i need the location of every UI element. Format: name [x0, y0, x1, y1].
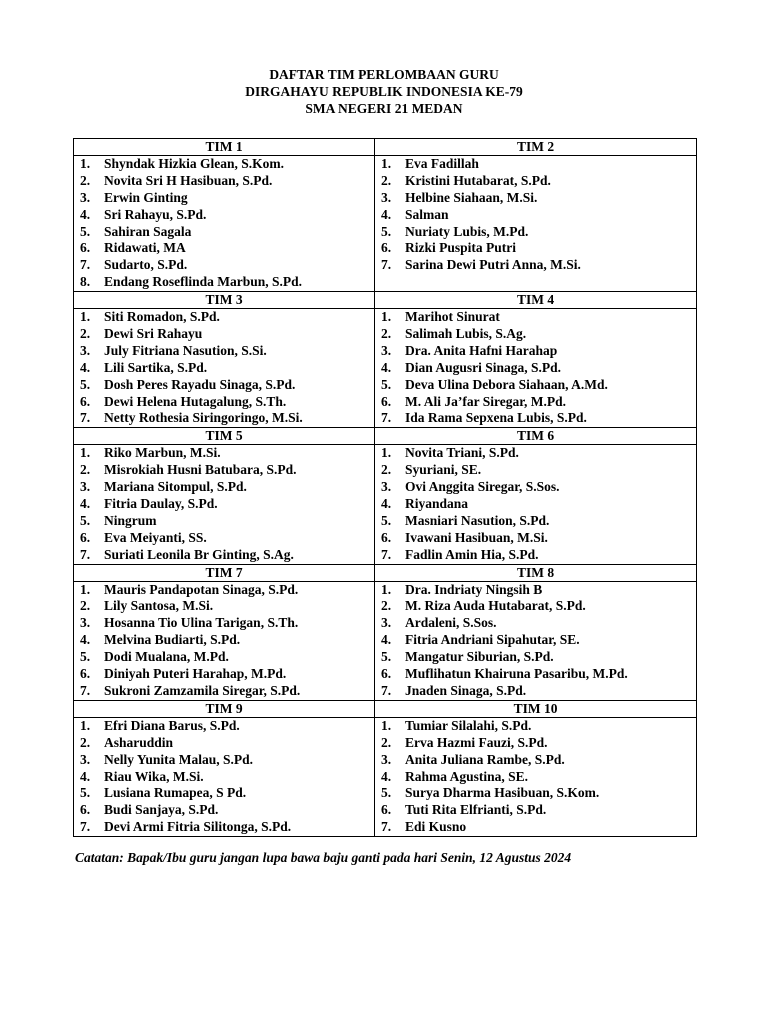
member-number: 4.	[80, 768, 91, 784]
member-name: Riau Wika, M.Si.	[104, 768, 204, 784]
member-number: 7.	[381, 410, 392, 426]
team-member	[375, 752, 696, 769]
member-number: 6.	[80, 666, 91, 682]
member-name: Ovi Anggita Siregar, S.Sos.	[405, 479, 560, 495]
member-name: Rizki Puspita Putri	[405, 240, 517, 256]
member-name: Tuti Rita Elfrianti, S.Pd.	[405, 802, 547, 818]
team-member	[74, 802, 374, 819]
team-member	[74, 240, 374, 257]
member-number: 6.	[381, 240, 392, 256]
member-number: 7.	[80, 546, 91, 562]
school-name: SMA NEGERI 21 MEDAN	[305, 101, 463, 116]
team-members-row	[74, 156, 697, 292]
team-member	[74, 224, 374, 241]
member-number: 7.	[381, 546, 392, 562]
member-name: Siti Romadon, S.Pd.	[104, 309, 220, 325]
team-member	[375, 683, 696, 700]
member-number: 2.	[381, 326, 392, 342]
team-members-row	[74, 309, 697, 428]
member-number: 4.	[80, 496, 91, 512]
team-member	[74, 530, 374, 547]
team-member	[375, 802, 696, 819]
member-number: 5.	[381, 649, 392, 665]
member-name: Dra. Anita Hafni Harahap	[405, 342, 558, 358]
member-name: Marihot Sinurat	[405, 309, 500, 325]
team-member	[375, 582, 696, 599]
member-number: 1.	[381, 717, 392, 733]
member-name: Kristini Hutabarat, S.Pd.	[405, 172, 551, 188]
member-number: 6.	[80, 802, 91, 818]
member-number: 1.	[80, 581, 91, 597]
team-member-list	[375, 445, 697, 564]
team-member	[74, 819, 374, 836]
team-member-list	[74, 445, 375, 564]
member-name: Salman	[405, 206, 449, 222]
member-number: 6.	[381, 393, 392, 409]
member-name: Suriati Leonila Br Ginting, S.Ag.	[104, 546, 294, 562]
document-title: DAFTAR TIM PERLOMBAAN GURU	[269, 67, 499, 82]
member-name: Dra. Indriaty Ningsih B	[405, 581, 543, 597]
team-member	[74, 582, 374, 599]
member-name: Devi Armi Fitria Silitonga, S.Pd.	[104, 819, 292, 835]
member-name: Fadlin Amin Hia, S.Pd.	[405, 546, 539, 562]
member-name: Erwin Ginting	[104, 189, 188, 205]
team-member	[375, 207, 696, 224]
member-name: Masniari Nasution, S.Pd.	[405, 512, 550, 528]
team-member	[74, 666, 374, 683]
member-name: Erva Hazmi Fauzi, S.Pd.	[405, 734, 548, 750]
member-number: 5.	[80, 223, 91, 239]
team-member	[74, 394, 374, 411]
member-number: 1.	[381, 581, 392, 597]
member-number: 4.	[80, 632, 91, 648]
member-number: 2.	[381, 462, 392, 478]
member-name: July Fitriana Nasution, S.Si.	[104, 342, 267, 358]
member-name: Sahiran Sagala	[104, 223, 192, 239]
team-member	[74, 615, 374, 632]
team-member	[375, 479, 696, 496]
team-member	[74, 156, 374, 173]
team-member	[74, 410, 374, 427]
member-name: Dian Augusri Sinaga, S.Pd.	[405, 359, 562, 375]
member-number: 5.	[381, 376, 392, 392]
member-name: Ardaleni, S.Sos.	[405, 615, 497, 631]
team-member	[375, 394, 696, 411]
team-member	[375, 326, 696, 343]
member-number: 3.	[381, 751, 392, 767]
team-member	[375, 666, 696, 683]
member-number: 7.	[80, 257, 91, 273]
member-number: 7.	[381, 819, 392, 835]
team-member	[74, 377, 374, 394]
team-member	[375, 190, 696, 207]
team-member	[375, 598, 696, 615]
member-name: Tumiar Silalahi, S.Pd.	[405, 717, 532, 733]
member-name: Misrokiah Husni Batubara, S.Pd.	[104, 462, 297, 478]
member-number: 2.	[80, 734, 91, 750]
team-title: TIM 8	[375, 564, 697, 581]
team-title: TIM 6	[375, 428, 697, 445]
team-member	[375, 769, 696, 786]
team-title: TIM 7	[74, 564, 375, 581]
team-member	[375, 819, 696, 836]
member-number: 3.	[381, 189, 392, 205]
team-member	[375, 156, 696, 173]
team-member	[375, 615, 696, 632]
member-name: Edi Kusno	[405, 819, 467, 835]
team-member	[375, 547, 696, 564]
member-number: 7.	[80, 410, 91, 426]
team-member	[375, 257, 696, 274]
team-member	[375, 530, 696, 547]
member-name: Syuriani, SE.	[405, 462, 482, 478]
team-member	[375, 173, 696, 190]
team-member	[375, 718, 696, 735]
team-member	[74, 547, 374, 564]
member-number: 5.	[381, 785, 392, 801]
note-text: Catatan: Bapak/Ibu guru jangan lupa bawa baju ganti pada hari Senin, 12 Agustus 2024	[75, 850, 572, 865]
member-number: 4.	[80, 359, 91, 375]
team-member	[74, 326, 374, 343]
member-name: Shyndak Hizkia Glean, S.Kom.	[104, 156, 285, 171]
member-name: Sri Rahayu, S.Pd.	[104, 206, 207, 222]
member-name: Ridawati, MA	[104, 240, 186, 256]
member-number: 4.	[381, 496, 392, 512]
team-member	[74, 309, 374, 326]
member-name: Lili Sartika, S.Pd.	[104, 359, 208, 375]
member-name: Ida Rama Sepxena Lubis, S.Pd.	[405, 410, 587, 426]
team-title-row	[74, 700, 697, 717]
member-name: Jnaden Sinaga, S.Pd.	[405, 682, 527, 698]
member-name: Riko Marbun, M.Si.	[104, 445, 221, 461]
team-member	[74, 257, 374, 274]
teams-table-body	[74, 139, 697, 837]
member-name: Diniyah Puteri Harahap, M.Pd.	[104, 666, 287, 682]
member-name: Melvina Budiarti, S.Pd.	[104, 632, 241, 648]
team-member	[375, 377, 696, 394]
member-name: Lily Santosa, M.Si.	[104, 598, 214, 614]
team-member	[375, 224, 696, 241]
member-number: 3.	[80, 189, 91, 205]
member-number: 2.	[80, 598, 91, 614]
member-number: 3.	[80, 751, 91, 767]
team-members-row	[74, 581, 697, 700]
team-member	[74, 360, 374, 377]
member-number: 6.	[80, 240, 91, 256]
member-name: Anita Juliana Rambe, S.Pd.	[405, 751, 565, 767]
member-number: 1.	[80, 156, 91, 171]
member-number: 3.	[80, 479, 91, 495]
team-members-row	[74, 445, 697, 564]
member-name: Asharuddin	[104, 734, 174, 750]
member-number: 6.	[80, 529, 91, 545]
member-number: 4.	[381, 632, 392, 648]
team-member-list	[375, 717, 697, 836]
member-number: 7.	[381, 257, 392, 273]
member-number: 2.	[80, 172, 91, 188]
member-name: Endang Roseflinda Marbun, S.Pd.	[104, 274, 303, 290]
team-member	[74, 513, 374, 530]
team-member	[375, 513, 696, 530]
document-header	[0, 66, 768, 117]
member-number: 7.	[381, 682, 392, 698]
member-number: 1.	[80, 445, 91, 461]
team-member	[375, 410, 696, 427]
member-name: Nelly Yunita Malau, S.Pd.	[104, 751, 254, 767]
team-member	[74, 173, 374, 190]
team-title: TIM 1	[74, 139, 375, 156]
member-name: Eva Meiyanti, SS.	[104, 529, 207, 545]
member-name: Dewi Sri Rahayu	[104, 326, 203, 342]
team-member	[375, 785, 696, 802]
member-number: 6.	[381, 529, 392, 545]
member-name: Ningrum	[104, 512, 157, 528]
member-name: Surya Dharma Hasibuan, S.Kom.	[405, 785, 600, 801]
member-number: 2.	[80, 326, 91, 342]
member-name: Dodi Mualana, M.Pd.	[104, 649, 229, 665]
member-name: Eva Fadillah	[405, 156, 479, 171]
team-title-row	[74, 428, 697, 445]
member-number: 1.	[381, 445, 392, 461]
member-name: Helbine Siahaan, M.Si.	[405, 189, 538, 205]
team-member	[74, 683, 374, 700]
team-member	[74, 735, 374, 752]
member-number: 5.	[381, 223, 392, 239]
member-number: 4.	[381, 206, 392, 222]
team-member	[375, 735, 696, 752]
team-title-row	[74, 139, 697, 156]
team-title: TIM 3	[74, 292, 375, 309]
member-name: Novita Triani, S.Pd.	[405, 445, 519, 461]
member-number: 3.	[381, 342, 392, 358]
team-member	[74, 785, 374, 802]
member-name: Mariana Sitompul, S.Pd.	[104, 479, 247, 495]
member-name: Mauris Pandapotan Sinaga, S.Pd.	[104, 581, 299, 597]
team-member	[74, 769, 374, 786]
team-member	[74, 445, 374, 462]
team-member-list	[375, 581, 697, 700]
member-number: 3.	[381, 479, 392, 495]
member-number: 2.	[381, 734, 392, 750]
team-member	[74, 496, 374, 513]
member-number: 6.	[381, 666, 392, 682]
teams-table	[73, 138, 697, 837]
team-member	[375, 649, 696, 666]
team-member	[74, 752, 374, 769]
member-number: 1.	[80, 717, 91, 733]
team-member	[375, 496, 696, 513]
member-number: 1.	[381, 309, 392, 325]
team-member	[375, 240, 696, 257]
team-member	[375, 632, 696, 649]
team-title: TIM 10	[375, 700, 697, 717]
member-number: 8.	[80, 274, 91, 290]
team-member	[375, 343, 696, 360]
member-number: 5.	[80, 512, 91, 528]
member-name: Hosanna Tio Ulina Tarigan, S.Th.	[104, 615, 299, 631]
team-member	[375, 360, 696, 377]
member-number: 4.	[80, 206, 91, 222]
member-number: 5.	[80, 649, 91, 665]
member-number: 5.	[80, 785, 91, 801]
member-name: M. Ali Ja’far Siregar, M.Pd.	[405, 393, 566, 409]
member-number: 5.	[381, 512, 392, 528]
team-member-list	[74, 156, 375, 292]
member-name: Sukroni Zamzamila Siregar, S.Pd.	[104, 682, 301, 698]
member-name: Riyandana	[405, 496, 469, 512]
member-number: 3.	[80, 615, 91, 631]
team-member-list	[375, 309, 697, 428]
member-number: 6.	[381, 802, 392, 818]
team-title-row	[74, 564, 697, 581]
team-member-list	[74, 581, 375, 700]
member-number: 4.	[381, 768, 392, 784]
member-number: 3.	[381, 615, 392, 631]
member-number: 6.	[80, 393, 91, 409]
member-name: Ivawani Hasibuan, M.Si.	[405, 529, 548, 545]
team-title-row	[74, 292, 697, 309]
team-member	[74, 207, 374, 224]
team-member	[74, 274, 374, 291]
team-title: TIM 5	[74, 428, 375, 445]
team-member	[375, 445, 696, 462]
member-name: Deva Ulina Debora Siahaan, A.Md.	[405, 376, 608, 392]
team-member	[74, 649, 374, 666]
member-name: Efri Diana Barus, S.Pd.	[104, 717, 240, 733]
member-name: Salimah Lubis, S.Ag.	[405, 326, 527, 342]
member-name: Fitria Daulay, S.Pd.	[104, 496, 218, 512]
member-number: 5.	[80, 376, 91, 392]
team-title: TIM 2	[375, 139, 697, 156]
member-number: 7.	[80, 819, 91, 835]
team-member	[74, 598, 374, 615]
team-member-list	[375, 156, 697, 292]
team-members-row	[74, 717, 697, 836]
member-number: 1.	[381, 156, 392, 171]
member-number: 4.	[381, 359, 392, 375]
member-number: 2.	[80, 462, 91, 478]
member-name: Fitria Andriani Sipahutar, SE.	[405, 632, 580, 648]
team-title: TIM 9	[74, 700, 375, 717]
team-member-list	[74, 309, 375, 428]
member-name: Sudarto, S.Pd.	[104, 257, 188, 273]
member-number: 1.	[80, 309, 91, 325]
team-member	[375, 309, 696, 326]
team-member	[74, 462, 374, 479]
member-name: Novita Sri H Hasibuan, S.Pd.	[104, 172, 273, 188]
member-name: Budi Sanjaya, S.Pd.	[104, 802, 219, 818]
member-name: Dewi Helena Hutagalung, S.Th.	[104, 393, 287, 409]
document-subtitle: DIRGAHAYU REPUBLIK INDONESIA KE-79	[245, 84, 523, 99]
member-name: Dosh Peres Rayadu Sinaga, S.Pd.	[104, 376, 296, 392]
team-title: TIM 4	[375, 292, 697, 309]
member-name: Nuriaty Lubis, M.Pd.	[405, 223, 529, 239]
member-name: Rahma Agustina, SE.	[405, 768, 529, 784]
team-member	[74, 479, 374, 496]
member-name: Lusiana Rumapea, S Pd.	[104, 785, 247, 801]
member-name: M. Riza Auda Hutabarat, S.Pd.	[405, 598, 586, 614]
member-number: 2.	[381, 598, 392, 614]
member-name: Sarina Dewi Putri Anna, M.Si.	[405, 257, 581, 273]
team-member	[74, 632, 374, 649]
team-member	[74, 343, 374, 360]
member-number: 2.	[381, 172, 392, 188]
member-name: Muflihatun Khairuna Pasaribu, M.Pd.	[405, 666, 628, 682]
member-number: 7.	[80, 682, 91, 698]
member-name: Mangatur Siburian, S.Pd.	[405, 649, 554, 665]
team-member-list	[74, 717, 375, 836]
team-member	[74, 718, 374, 735]
member-name: Netty Rothesia Siringoringo, M.Si.	[104, 410, 303, 426]
team-member	[74, 190, 374, 207]
team-member	[375, 462, 696, 479]
member-number: 3.	[80, 342, 91, 358]
